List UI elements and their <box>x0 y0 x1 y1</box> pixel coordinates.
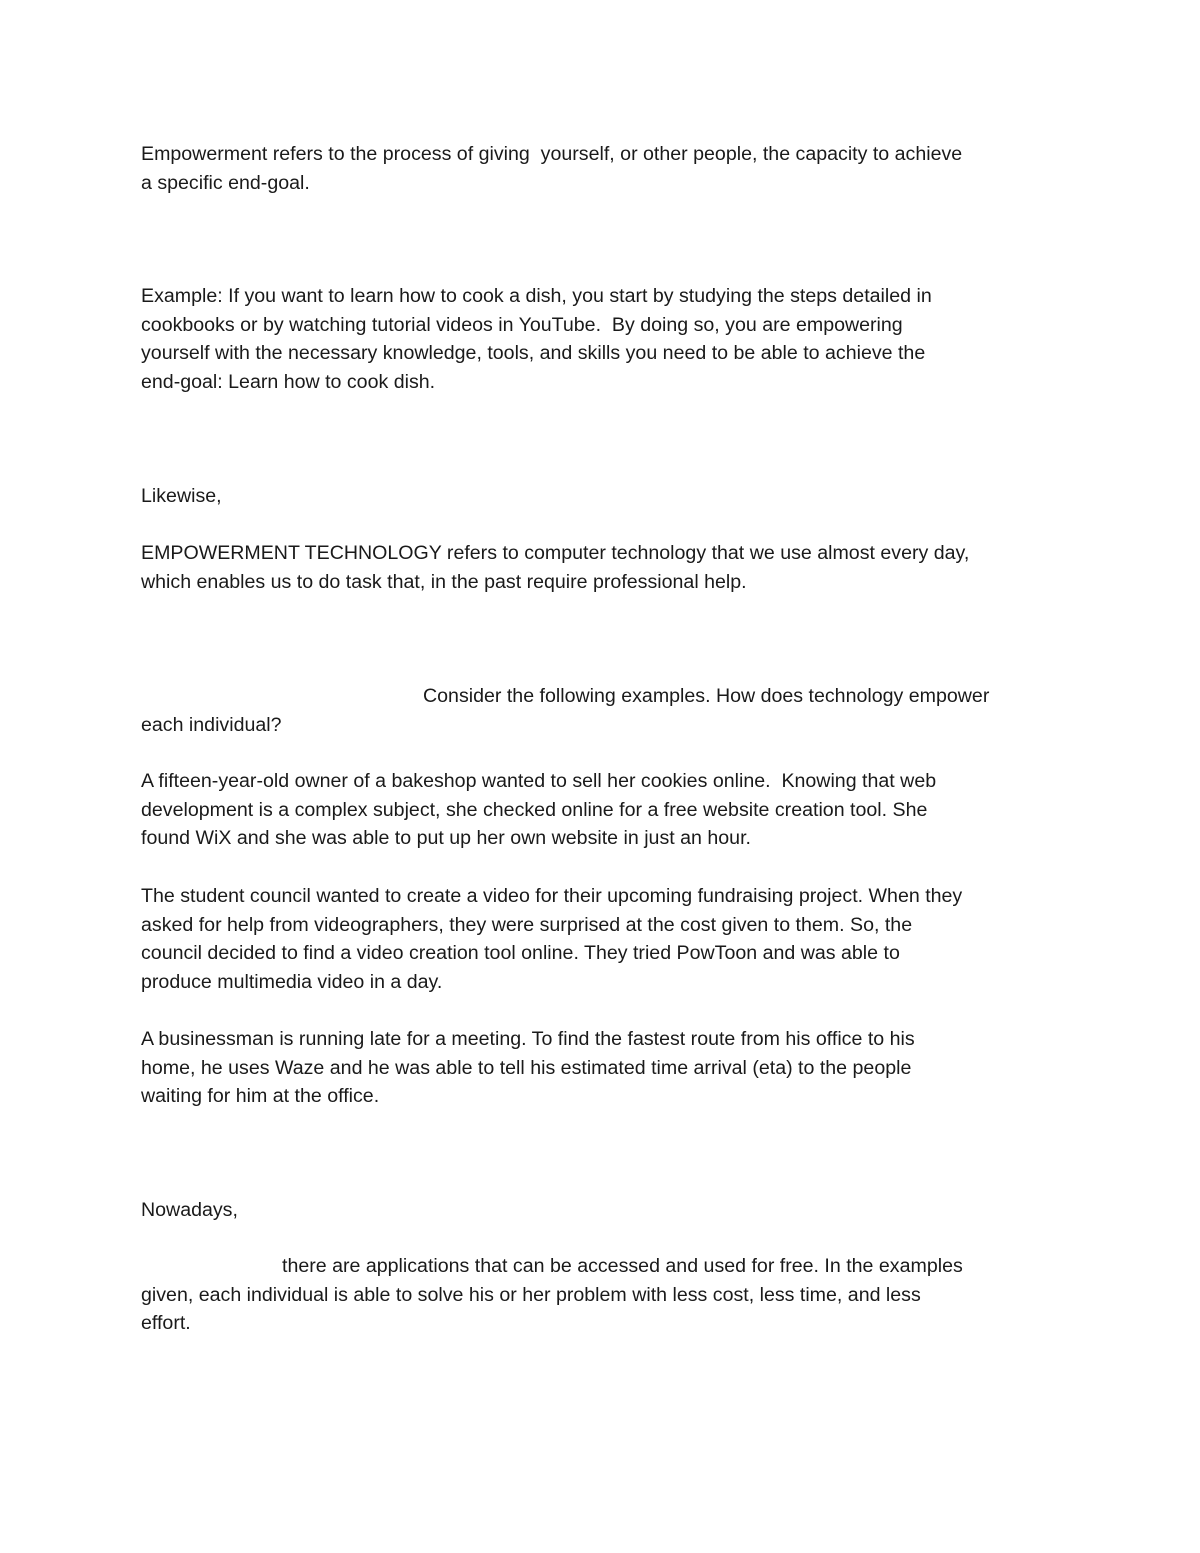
text-line: asked for help from videographers, they were surprised at the cost given to them. So, the <box>141 913 913 936</box>
text-line: development is a complex subject, she checked online for a free website creation tool. She <box>141 798 928 821</box>
text-line: home, he uses Waze and he was able to tell his estimated time arrival (eta) to the people <box>141 1056 912 1079</box>
text-line: given, each individual is able to solve his or her problem with less cost, less time, and less <box>141 1283 921 1306</box>
text-line: Example: If you want to learn how to cook a dish, you start by studying the steps detailed in <box>141 285 932 307</box>
text-line: each individual? <box>141 713 282 736</box>
text-line: produce multimedia video in a day. <box>141 970 443 993</box>
conclusion-paragraph <box>141 1252 1071 1338</box>
text-line: end-goal: Learn how to cook dish. <box>141 370 436 393</box>
definition-paragraph <box>141 140 1071 197</box>
text-line: Empowerment refers to the process of giving yourself, or other people, the capacity to achieve <box>141 143 963 165</box>
text-line: cookbooks or by watching tutorial videos in YouTube. By doing so, you are empowering <box>141 313 903 336</box>
text-line: EMPOWERMENT TECHNOLOGY refers to computer technology that we use almost every day, <box>141 542 970 564</box>
empowerment-technology-paragraph <box>141 539 1071 596</box>
text-line: Nowadays, <box>141 1199 238 1221</box>
text-line: Consider the following examples. How does technology empower <box>423 685 990 707</box>
text-line: waiting for him at the office. <box>141 1085 380 1108</box>
bakeshop-paragraph <box>141 767 1071 853</box>
text-line: a specific end-goal. <box>141 171 310 194</box>
example-paragraph <box>141 282 1071 396</box>
text-line: The student council wanted to create a video for their upcoming fundraising project. When they <box>141 885 963 907</box>
text-line: there are applications that can be accessed and used for free. In the examples <box>282 1255 963 1277</box>
nowadays-paragraph <box>141 1196 1071 1225</box>
likewise-paragraph <box>141 482 1071 511</box>
text-line: A businessman is running late for a meeting. To find the fastest route from his office to his <box>141 1028 915 1050</box>
text-line: which enables us to do task that, in the past require professional help. <box>141 570 747 593</box>
businessman-paragraph <box>141 1025 1071 1111</box>
student-council-paragraph <box>141 882 1071 996</box>
text-line: council decided to find a video creation tool online. They tried PowToon and was able to <box>141 942 900 965</box>
text-line: found WiX and she was able to put up her own website in just an hour. <box>141 827 751 850</box>
text-line: Likewise, <box>141 485 222 507</box>
consider-paragraph <box>141 682 1071 739</box>
text-line: effort. <box>141 1312 191 1335</box>
text-line: yourself with the necessary knowledge, tools, and skills you need to be able to achieve the <box>141 342 926 365</box>
text-line: A fifteen-year-old owner of a bakeshop wanted to sell her cookies online. Knowing that web <box>141 770 937 792</box>
